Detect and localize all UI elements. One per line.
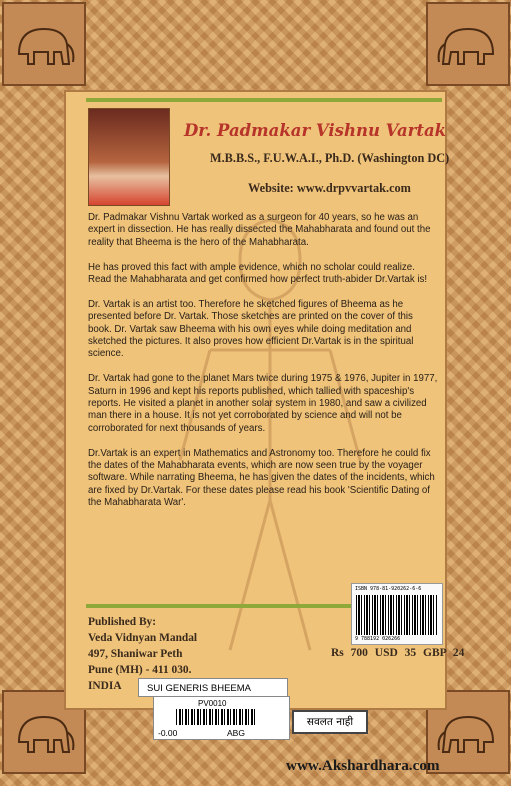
publisher-label: Published By: [88, 616, 157, 628]
elephant-icon [9, 702, 79, 762]
code-sticker [153, 696, 290, 740]
barcode-bars [356, 595, 438, 635]
publisher-address-1: 497, Shaniwar Peth [88, 648, 183, 660]
no-discount-stamp: सवलत नाही [292, 710, 368, 734]
price-list: Rs 700 USD 35 GBP 24 [331, 647, 465, 659]
elephant-ornament-top-left [2, 2, 86, 86]
bio-paragraph: He has proved this fact with ample evidence, which no scholar could realize. Read the Mahabharata and get confirmed how perfect truth-abider Dr.Vartak is! [88, 261, 428, 286]
bio-paragraph: Dr.Vartak is an expert in Mathematics and Astronomy too. Therefore he could fix the dates of the Mahabharata events, which are now seen true by the voyager software. While narrating Bheema, he has given the dates of the incidents, which are fixed by Dr.Vartak. For these dates please read his book 'Scientific Dating of the Mahabharata War'. [88, 447, 435, 509]
top-divider [86, 98, 442, 102]
sticker-barcode [176, 709, 256, 725]
item-code: PV0010 [198, 699, 227, 708]
discount-value: -0.00 [158, 728, 178, 738]
bio-paragraph: Dr. Vartak had gone to the planet Mars twice during 1975 & 1976, Jupiter in 1977, Saturn in 1996 and kept his reports published, which tallied with spaceship's reports. He visited a planet in another solar system in 1980, and saw a civilized man there in a house. It is not yet corroborated by science and will not be corroborated for next thousands of years. [88, 373, 438, 434]
publisher-address-2: Pune (MH) - 411 030. [88, 664, 192, 676]
elephant-ornament-top-right [426, 2, 510, 86]
title-sticker: SUI GENERIS BHEEMA [138, 678, 288, 697]
bio-paragraph: Dr. Vartak is an artist too. Therefore he sketched figures of Bheema as he presented before Dr. Vartak. Those sketches are printed on the cover of this book. Dr. Vartak saw Bheema with his own eyes while doing meditation and sketched the pictures. It also proves how efficient Dr.Vartak is in the spiritual science. [88, 298, 414, 360]
author-bio [88, 212, 438, 522]
isbn-barcode [351, 583, 443, 645]
watermark-website: www.Akshardhara.com [286, 757, 440, 774]
publisher-country: INDIA [88, 680, 122, 692]
author-photo [88, 108, 170, 206]
elephant-icon [433, 14, 503, 74]
elephant-icon [9, 14, 79, 74]
bio-paragraph: Dr. Padmakar Vishnu Vartak worked as a surgeon for 40 years, so he was an expert in dissection. He has really dissected the Mahabharata and found out the reality that Bheema is the hero of the Mahabharata. [88, 212, 431, 248]
barcode-digits: 9 788192 026266 [355, 636, 401, 642]
isbn-number: ISBN 978-81-920262-6-6 [355, 586, 422, 592]
elephant-icon [433, 702, 503, 762]
publisher-name: Veda Vidnyan Mandal [88, 632, 198, 644]
shop-tag: ABG [227, 728, 245, 738]
author-degrees: M.B.B.S., F.U.W.A.I., Ph.D. (Washington DC) [210, 151, 450, 165]
author-name: Dr. Padmakar Vishnu Vartak [184, 121, 447, 140]
author-website: Website: www.drpvvartak.com [248, 181, 411, 195]
